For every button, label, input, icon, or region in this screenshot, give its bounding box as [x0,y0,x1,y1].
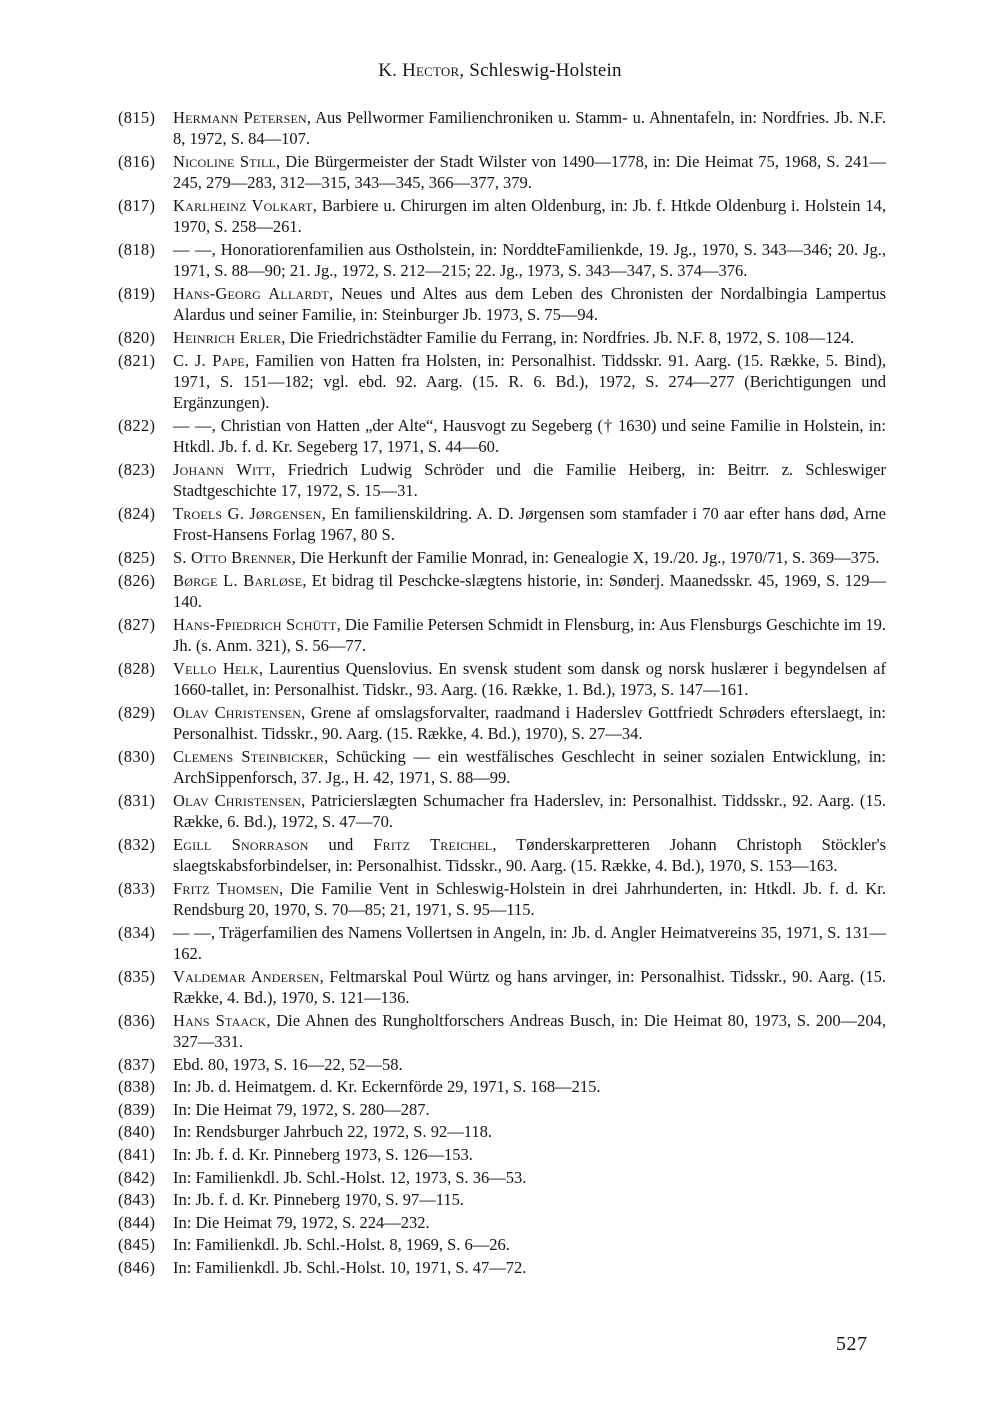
reference-entry: (821) C. J. Pape, Familien von Hatten fra Holsten, in: Personalhist. Tiddsskr. 91. Aarg. (15. Række, 5. Bind), 1971, S. 151—182; vgl. ebd. 92. Aarg. (15. R. 6. Bd.), 1972, S. 274—277 (Berichtigungen und Ergänzungen). [118,350,887,413]
entry-author: Fritz Thomsen [173,878,280,898]
reference-entry: (818) — —, Honoratiorenfamilien aus Ostholstein, in: NorddteFamilienkde, 19. Jg., 1970, S. 343—346; 20. Jg., 1971, S. 88—90; 21. Jg., 1972, S. 212—215; 22. Jg., 1973, S. 343—347, S. 374—376. [118,240,887,281]
entry-citation: In: Familienkdl. Jb. Schl.-Holst. 10, 1971, S. 47—72. [173,1257,527,1277]
entry-citation: Die Friedrichstädter Familie du Ferrang, in: Nordfries. Jb. N.F. 8, 1972, S. 108—124. [289,328,855,347]
entry-author: Fritz Treichel [373,834,493,854]
reference-entry: (826) Børge L. Barløse, Et bidrag til Peschcke-slægtens historie, in: Sønderj. Maanedsskr. 45, 1969, S. 129—140. [118,570,886,611]
entry-number: (820) [118,328,156,347]
reference-entry: (824) Troels G. Jørgensen, En familienskildring. A. D. Jørgensen som stamfader i 70 aar efter hans død, Arne Frost-Hansens Forlag 1967, 80 S. [118,504,887,545]
reference-entry: (834) — —, Trägerfamilien des Namens Vollertsen in Angeln, in: Jb. d. Angler Heimatvereins 35, 1971, S. 131—162. [118,922,886,963]
entry-number: (835) [118,966,156,986]
reference-entry: (829) Olav Christensen, Grene af omslagsforvalter, raadmand i Haderslev Gottfriedt Schrøders efterslaegt, in: Personalhist. Tidsskr., 90. Aarg. (15. Række, 4. Bd.), 1970), S. 27—34. [118,702,886,743]
entry-author: S. Otto Brenner [173,548,292,567]
entry-citation: In: Jb. f. d. Kr. Pinneberg 1970, S. 97—115. [173,1190,465,1210]
entry-number: (826) [118,570,156,590]
entry-number: (839) [118,1099,156,1119]
entry-number: (838) [118,1077,156,1097]
entry-number: (823) [118,460,156,479]
entry-citation: Christian von Hatten „der Alte“, Hausvogt zu Segeberg († 1630) und seine Familie in Holstein, in: Htkdl. Jb. f. d. Kr. Segeberg 17, 1971, S. 44—60. [173,416,886,457]
entry-number: (830) [118,746,156,766]
reference-entry: (819) Hans-Georg Allardt, Neues und Altes aus dem Leben des Chronisten der Nordalbingia Lampertus Alardus und seiner Familie, in: Steinburger Jb. 1973, S. 75—94. [118,284,886,325]
entry-number: (831) [118,790,156,810]
entry-author: Hans-Fpiedrich Schütt [173,614,337,634]
running-header [0,60,1000,82]
reference-list [118,107,886,1280]
reference-entry: (836) Hans Staack, Die Ahnen des Rungholtforschers Andreas Busch, in: Die Heimat 80, 1973, S. 200—204, 327—331. [118,1010,886,1051]
entry-citation: En familienskildring. A. D. Jørgensen som stamfader i 70 aar efter hans død, Arne Frost-Hansens Forlag 1967, 80 S. [173,504,887,545]
entry-citation: Honoratiorenfamilien aus Ostholstein, in: NorddteFamilienkde, 19. Jg., 1970, S. 343—346; 20. Jg., 1971, S. 88—90; 21. Jg., 1972, S. 212—215; 22. Jg., 1973, S. 343—347, S. 374—376. [173,240,887,281]
entry-number: (825) [118,548,156,567]
reference-entry [118,1189,886,1210]
entry-citation: Die Ahnen des Rungholtforschers Andreas Busch, in: Die Heimat 80, 1973, S. 200—204, 327—331. [173,1010,886,1051]
entry-number: (842) [118,1167,156,1187]
entry-citation: Grene af omslagsforvalter, raadmand i Haderslev Gottfriedt Schrøders efterslaegt, in: Personalhist. Tidsskr., 90. Aarg. (15. Række, 4. Bd.), 1970), S. 27—34. [173,702,886,743]
entry-author: Børge L. Barløse [173,570,303,590]
entry-author: Heinrich Erler [173,328,282,347]
entry-citation: Die Familie Petersen Schmidt in Flensburg, in: Aus Flensburgs Geschichte im 19. Jh. (s. Anm. 321), S. 56—77. [173,614,887,655]
entry-author: — — [173,922,211,942]
entry-number: (822) [118,416,156,435]
entry-citation: In: Rendsburger Jahrbuch 22, 1972, S. 92—118. [173,1122,492,1142]
reference-entry: (832) Egill Snorrason und Fritz Treichel, Tønderskarpretteren Johann Christoph Stöckler's slaegtskabsforbindelser, in: Personalhist. Tidsskr., 90. Aarg. (15. Række, 4. Bd.), 1970, S. 153—163. [118,834,887,875]
entry-number: (829) [118,702,156,722]
entry-author: — — [173,416,212,435]
entry-number: (843) [118,1190,156,1210]
entry-author: C. J. Pape [173,350,245,370]
entry-citation: In: Die Heimat 79, 1972, S. 280—287. [173,1099,430,1119]
entry-citation: Ebd. 80, 1973, S. 16—22, 52—58. [173,1054,403,1074]
reference-entry: (831) Olav Christensen, Patricierslægten Schumacher fra Haderslev, in: Personalhist. Tiddsskr., 92. Aarg. (15. Række, 6. Bd.), 1972, S. 47—70. [118,790,886,831]
entry-number: (846) [118,1257,156,1277]
entry-conjunction: und [328,834,354,854]
entry-number: (832) [118,834,156,854]
entry-citation: Feltmarskal Poul Würtz og hans arvinger, in: Personalhist. Tidsskr., 90. Aarg. (15. Række, 4. Bd.), 1970, S. 121—136. [173,966,886,1007]
reference-entry [118,1121,886,1142]
reference-entry: (830) Clemens Steinbicker, Schücking — ein westfälisches Geschlecht in seiner sozialen Entwicklung, in: ArchSippenforsch, 37. Jg., H. 42, 1971, S. 88—99. [118,746,886,787]
entry-citation: Die Herkunft der Familie Monrad, in: Genealogie X, 19./20. Jg., 1970/71, S. 369—375. [299,548,880,567]
reference-entry [118,1234,886,1255]
entry-citation: Schücking — ein westfälisches Geschlecht in seiner sozialen Entwicklung, in: ArchSippenforsch, 37. Jg., H. 42, 1971, S. 88—99. [173,746,886,787]
entry-citation: Neues und Altes aus dem Leben des Chronisten der Nordalbingia Lampertus Alardus und seiner Familie, in: Steinburger Jb. 1973, S. 75—94. [173,284,886,325]
entry-author: Clemens Steinbicker [173,746,325,766]
entry-number: (821) [118,350,156,370]
entry-number: (837) [118,1054,156,1074]
entry-author: Valdemar Andersen [173,966,320,986]
page-number: 527 [836,1333,868,1355]
entry-author: Hans Staack [173,1010,267,1030]
entry-citation: In: Jb. f. d. Kr. Pinneberg 1973, S. 126—153. [173,1144,473,1164]
entry-citation: Tønderskarpretteren Johann Christoph Stöckler's slaegtskabsforbindelser, in: Personalhist. Tidsskr., 90. Aarg. (15. Række, 4. Bd.), 1970, S. 153—163. [173,834,887,875]
entry-author: Egill Snorrason [173,834,309,854]
reference-entry [118,1257,886,1278]
reference-entry: (827) Hans-Fpiedrich Schütt, Die Familie Petersen Schmidt in Flensburg, in: Aus Flensburgs Geschichte im 19. Jh. (s. Anm. 321), S. 56—77. [118,614,887,655]
entry-author: Troels G. Jørgensen [173,504,322,523]
reference-entry [118,1167,886,1188]
entry-number: (816) [118,152,156,171]
entry-citation: Trägerfamilien des Namens Vollertsen in Angeln, in: Jb. d. Angler Heimatvereins 35, 1971, S. 131—162. [173,922,886,963]
entry-citation: In: Familienkdl. Jb. Schl.-Holst. 12, 1973, S. 36—53. [173,1167,527,1187]
entry-number: (841) [118,1144,156,1164]
reference-entry: (828) Vello Helk, Laurentius Quenslovius. En svensk student som dansk og norsk huslærer i begyndelsen af 1660-tallet, in: Personalhist. Tidskr., 93. Aarg. (16. Række, 1. Bd.), 1973, S. 147—161. [118,658,886,699]
entry-citation: Et bidrag til Peschcke-slægtens historie, in: Sønderj. Maanedsskr. 45, 1969, S. 129—140. [173,570,886,611]
entry-citation: Die Bürgermeister der Stadt Wilster von 1490—1778, in: Die Heimat 75, 1968, S. 241—245, 279—283, 312—315, 343—345, 366—377, 379. [173,152,887,193]
entry-number: (833) [118,878,156,898]
reference-entry: (816) Nicoline Still, Die Bürgermeister der Stadt Wilster von 1490—1778, in: Die Heimat 75, 1968, S. 241—245, 279—283, 312—315, 343—345, 366—377, 379. [118,152,887,193]
entry-author: Vello Helk [173,658,259,678]
reference-entry [118,1144,886,1165]
entry-citation: Friedrich Ludwig Schröder und die Familie Heiberg, in: Beitrr. z. Schleswiger Stadtgeschichte 17, 1972, S. 15—31. [173,460,887,501]
reference-entry: (817) Karlheinz Volkart, Barbiere u. Chirurgen im alten Oldenburg, in: Jb. f. Htkde Oldenburg i. Holstein 14, 1970, S. 258—261. [118,196,886,237]
reference-entry: (823) Johann Witt, Friedrich Ludwig Schröder und die Familie Heiberg, in: Beitrr. z. Schleswiger Stadtgeschichte 17, 1972, S. 15—31. [118,460,887,501]
entry-citation: In: Jb. d. Heimatgem. d. Kr. Eckernförde 29, 1971, S. 168—215. [173,1077,601,1097]
entry-citation: Aus Pellwormer Familienchroniken u. Stamm- u. Ahnentafeln, in: Nordfries. Jb. N.F. 8, 1972, S. 84—107. [173,108,886,149]
entry-number: (845) [118,1235,156,1255]
entry-author: Karlheinz Volkart [173,196,313,215]
entry-citation: Die Familie Vent in Schleswig-Holstein in drei Jahrhunderten, in: Htkdl. Jb. f. d. Kr. Rendsburg 20, 1970, S. 70—85; 21, 1971, S. 95—115. [173,878,886,919]
entry-author: Olav Christensen [173,702,302,722]
entry-author: Johann Witt [173,460,272,479]
reference-entry: (820) Heinrich Erler, Die Friedrichstädter Familie du Ferrang, in: Nordfries. Jb. N.F. 8, 1972, S. 108—124. [118,328,855,347]
entry-number: (818) [118,240,156,259]
reference-entry [118,1054,886,1075]
entry-number: (840) [118,1122,156,1142]
entry-citation: In: Die Heimat 79, 1972, S. 224—232. [173,1212,430,1232]
entry-citation: Barbiere u. Chirurgen im alten Oldenburg, in: Jb. f. Htkde Oldenburg i. Holstein 14, 1970, S. 258—261. [173,196,886,237]
reference-entry: (815) Hermann Petersen, Aus Pellwormer Familienchroniken u. Stamm- u. Ahnentafeln, in: Nordfries. Jb. N.F. 8, 1972, S. 84—107. [118,108,886,149]
reference-entry: (822) — —, Christian von Hatten „der Alte“, Hausvogt zu Segeberg († 1630) und seine Familie in Holstein, in: Htkdl. Jb. f. d. Kr. Segeberg 17, 1971, S. 44—60. [118,416,886,457]
entry-author: Hans-Georg Allardt [173,284,329,303]
entry-author: Olav Christensen [173,790,302,810]
entry-number: (827) [118,614,156,634]
header-separator: , [459,60,470,81]
entry-number: (844) [118,1212,156,1232]
reference-entry: (825) S. Otto Brenner, Die Herkunft der Familie Monrad, in: Genealogie X, 19./20. Jg., 1970/71, S. 369—375. [118,548,880,567]
entry-author: — — [173,240,212,259]
header-title: Schleswig-Holstein [469,60,622,81]
entry-number: (828) [118,658,156,678]
reference-entry [118,1212,886,1233]
entry-number: (817) [118,196,156,215]
entry-citation: Laurentius Quenslovius. En svensk student som dansk og norsk huslærer i begyndelsen af 1660-tallet, in: Personalhist. Tidskr., 93. Aarg. (16. Række, 1. Bd.), 1973, S. 147—161. [173,658,886,699]
entry-number: (819) [118,284,156,303]
entry-number: (834) [118,922,156,942]
reference-entry: (833) Fritz Thomsen, Die Familie Vent in Schleswig-Holstein in drei Jahrhunderten, in: Htkdl. Jb. f. d. Kr. Rendsburg 20, 1970, S. 70—85; 21, 1971, S. 95—115. [118,878,886,919]
header-author: K. Hector [378,60,460,81]
entry-number: (815) [118,108,156,127]
reference-entry [118,1099,886,1120]
reference-entry: (835) Valdemar Andersen, Feltmarskal Poul Würtz og hans arvinger, in: Personalhist. Tidsskr., 90. Aarg. (15. Række, 4. Bd.), 1970, S. 121—136. [118,966,886,1007]
reference-entry [118,1076,886,1097]
entry-citation: Familien von Hatten fra Holsten, in: Personalhist. Tiddsskr. 91. Aarg. (15. Række, 5. Bind), 1971, S. 151—182; vgl. ebd. 92. Aarg. (15. R. 6. Bd.), 1972, S. 274—277 (Berichtigungen und Ergänzungen). [173,350,887,413]
entry-number: (836) [118,1010,156,1030]
entry-citation: In: Familienkdl. Jb. Schl.-Holst. 8, 1969, S. 6—26. [173,1235,510,1255]
entry-number: (824) [118,504,156,523]
entry-citation: Patricierslægten Schumacher fra Haderslev, in: Personalhist. Tiddsskr., 92. Aarg. (15. Række, 6. Bd.), 1972, S. 47—70. [173,790,886,831]
entry-author: Nicoline Still [173,152,277,171]
entry-author: Hermann Petersen [173,108,307,127]
